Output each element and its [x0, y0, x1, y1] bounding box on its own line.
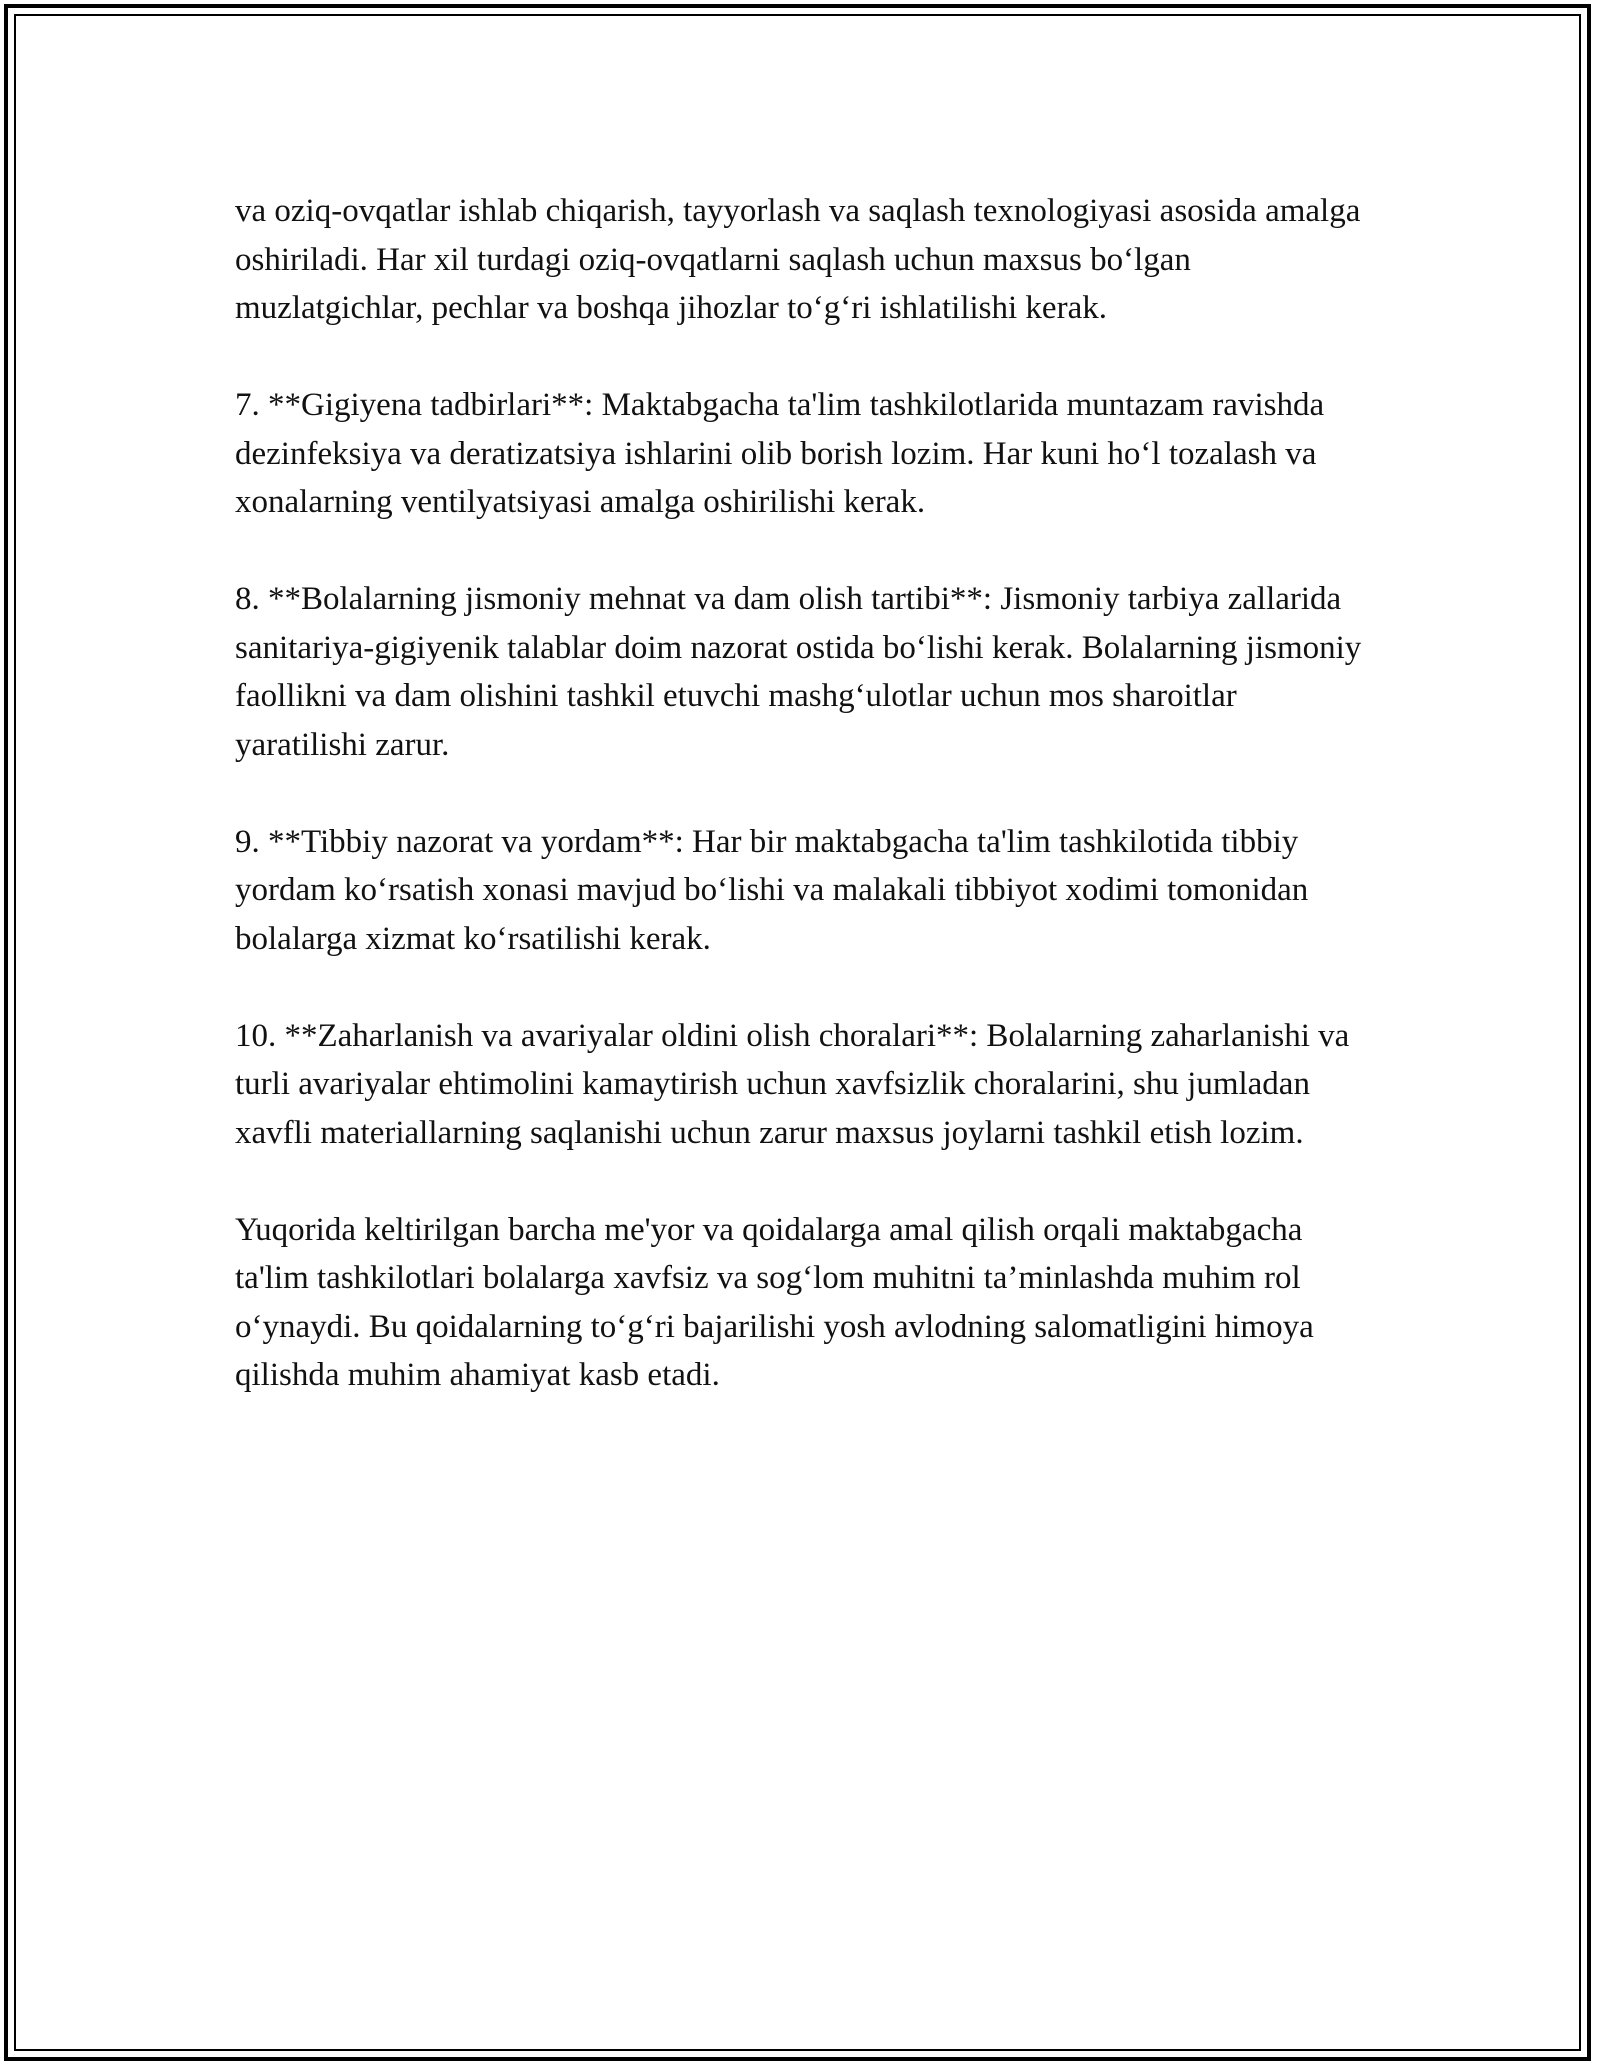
paragraph-physical-activity: 8. **Bolalarning jismoniy mehnat va dam olish tartibi**: Jismoniy tarbiya zallarida sanitariya-gigiyenik talablar doim nazorat ostida bo‘lishi kerak. Bolalarning jismoniy faollikni va dam olishini tashkil etuvchi mashg‘ulotlar uchun mos sharoitlar yaratilishi zarur.	[235, 581, 1362, 763]
paragraph-medical-care: 9. **Tibbiy nazorat va yordam**: Har bir maktabgacha ta'lim tashkilotida tibbiy yordam ko‘rsatish xonasi mavjud bo‘lishi va malakali tibbiyot xodimi tomonidan bolalarga xizmat ko‘rsatilishi kerak.	[235, 823, 1309, 957]
paragraph-continuation: va oziq-ovqatlar ishlab chiqarish, tayyorlash va saqlash texnologiyasi asosida amalga oshiriladi. Har xil turdagi oziq-ovqatlarni saqlash uchun maxsus bo‘lgan muzlatgichlar, pechlar va boshqa jihozlar to‘g‘ri ishlatilishi kerak.	[235, 193, 1361, 326]
paragraph-conclusion: Yuqorida keltirilgan barcha me'yor va qoidalarga amal qilish orqali maktabgacha ta'lim tashkilotlari bolalarga xavfsiz va sog‘lom muhitni ta’minlashda muhim rol o‘ynaydi. Bu qoidalarning to‘g‘ri bajarilishi yosh avlodning salomatligini himoya qilishda muhim ahamiyat kasb etadi.	[235, 1211, 1314, 1393]
document-body	[235, 187, 1365, 1448]
paragraph-poisoning-prevention: 10. **Zaharlanish va avariyalar oldini olish choralari**: Bolalarning zaharlanishi va turli avariyalar ehtimolini kamaytirish uchun xavfsizlik choralarini, shu jumladan xavfli materiallarning saqlanishi uchun zarur maxsus joylarni tashkil etish lozim.	[235, 1017, 1350, 1151]
paragraph-hygiene-measures: 7. **Gigiyena tadbirlari**: Maktabgacha ta'lim tashkilotlarida muntazam ravishda dezinfeksiya va deratizatsiya ishlarini olib borish lozim. Har kuni ho‘l tozalash va xonalarning ventilyatsiyasi amalga oshirilishi kerak.	[235, 387, 1325, 520]
